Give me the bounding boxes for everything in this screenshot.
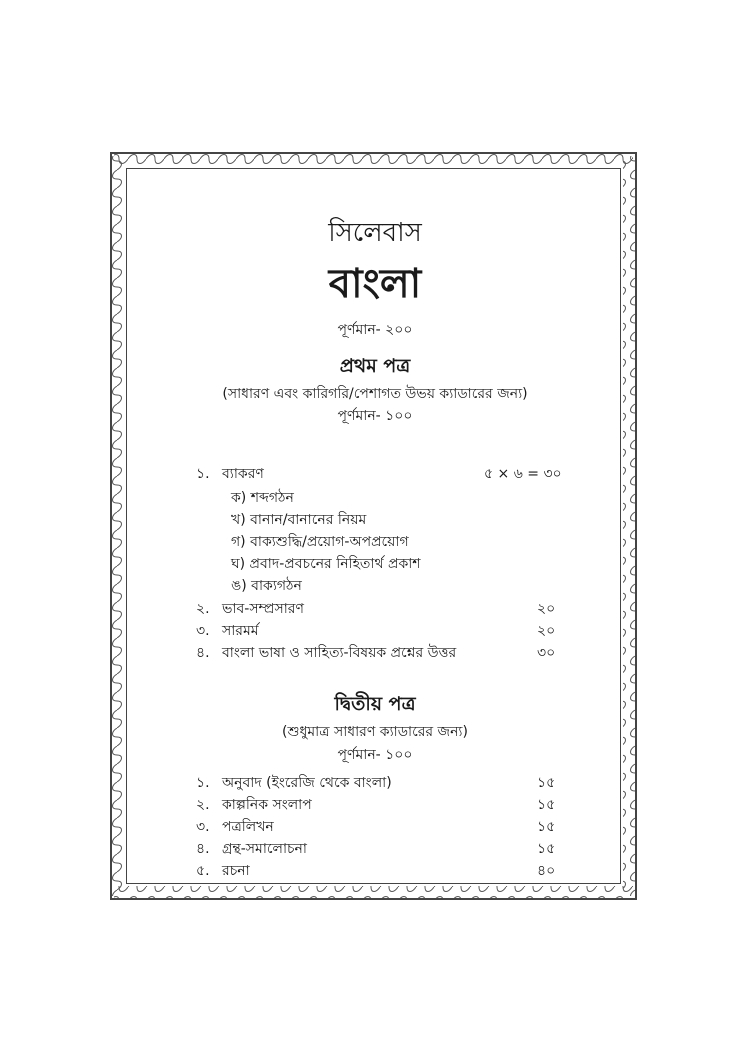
item-marks: ৫ × ৬ = ৩০ — [484, 466, 562, 482]
page-title: সিলেবাস — [328, 218, 422, 248]
paper1-title: প্রথম পত্র — [339, 355, 411, 377]
paper1-full-marks: পূর্ণমান- ১০০ — [337, 408, 413, 424]
paper2-full-marks: পূর্ণমান- ১০০ — [337, 747, 413, 763]
item-number: ৫. — [196, 863, 210, 879]
item-marks: ১৫ — [537, 775, 556, 791]
item-label: পত্রলিখন — [222, 819, 274, 835]
item-label: রচনা — [222, 863, 250, 879]
paper2-note: (শুধুমাত্র সাধারণ ক্যাডারের জন্য) — [282, 724, 468, 740]
item-marks: ১৫ — [537, 841, 556, 857]
item-marks: ১৫ — [537, 797, 556, 813]
item-label: বাংলা ভাষা ও সাহিত্য-বিষয়ক প্রশ্নের উত্তর — [222, 645, 457, 661]
item-label: সারমর্ম — [222, 623, 259, 639]
total-full-marks: পূর্ণমান- ২০০ — [337, 322, 413, 338]
item-number: ২. — [196, 797, 210, 813]
item-number: ১. — [196, 466, 210, 482]
item-number: ২. — [196, 601, 210, 617]
item-marks: ১৫ — [537, 819, 556, 835]
item-marks: ২০ — [537, 601, 556, 617]
item-number: ৩. — [196, 623, 210, 639]
subject-heading: বাংলা — [328, 261, 422, 307]
item-number: ১. — [196, 775, 210, 791]
item-label: অনুবাদ (ইংরেজি থেকে বাংলা) — [222, 775, 392, 791]
paper1-item-1 — [0, 462, 750, 482]
paper1-note: (সাধারণ এবং কারিগরি/পেশাগত উভয় ক্যাডারের জন্য) — [222, 386, 528, 402]
item-label: ভাব-সম্প্রসারণ — [222, 601, 304, 617]
item-marks: ২০ — [537, 623, 556, 639]
item-number: ৩. — [196, 819, 210, 835]
item-label: কাল্পনিক সংলাপ — [222, 797, 312, 813]
item-number: ৪. — [196, 645, 210, 661]
item-number: ৪. — [196, 841, 210, 857]
item-marks: ৪০ — [537, 863, 556, 879]
item-marks: ৩০ — [537, 645, 556, 661]
paper2-title: দ্বিতীয় পত্র — [334, 693, 416, 715]
item-label: গ্রন্থ-সমালোচনা — [222, 841, 307, 857]
item-label: ব্যাকরণ — [222, 466, 264, 482]
